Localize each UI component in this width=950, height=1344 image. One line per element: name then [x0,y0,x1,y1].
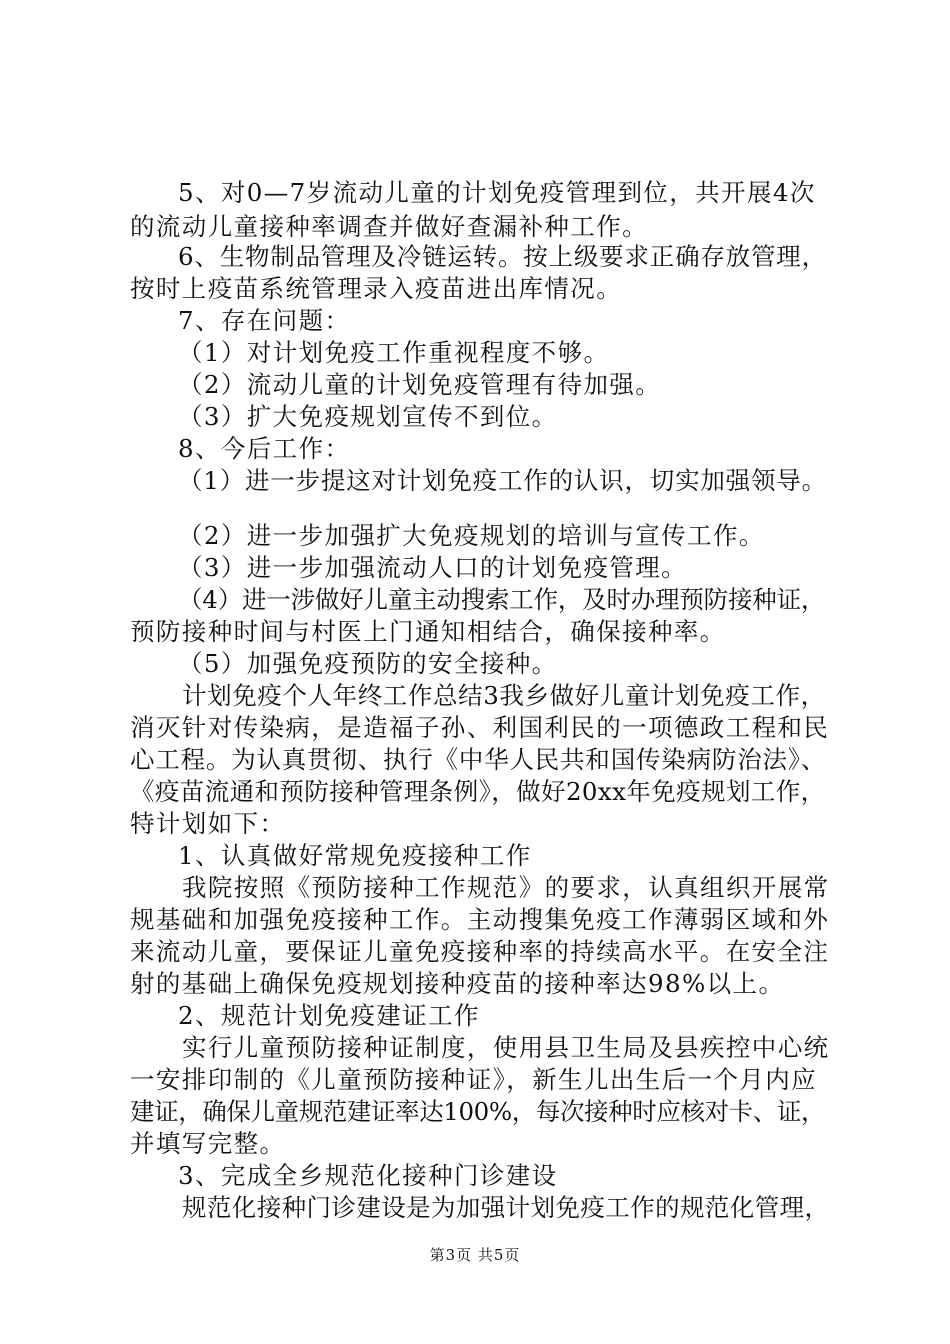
page-number: 第3页 共5页 [429,1246,521,1264]
text-line: 6、生物制品管理及冷链运转。按上级要求正确存放管理， [178,242,827,271]
text-line: 预防接种时间与村医上门通知相结合，确保接种率。 [130,617,726,646]
text-line: （3）进一步加强流动人口的计划免疫管理。 [178,553,688,582]
text-line: （2）进一步加强扩大免疫规划的培训与宣传工作。 [178,521,765,550]
text-line: 特计划如下： [130,809,286,838]
text-line: （1）对计划免疫工作重视程度不够。 [178,338,610,367]
text-line: 按时上疫苗系统管理录入疫苗进出库情况。 [130,274,623,303]
text-line: （5）加强免疫预防的安全接种。 [178,649,558,678]
text-line: 规范化接种门诊建设是为加强计划免疫工作的规范化管理， [182,1193,830,1222]
text-line: 2、规范计划免疫建证工作 [178,1001,480,1030]
text-line: 《疫苗流通和预防接种管理条例》，做好20xx年免疫规划工作， [130,777,826,806]
text-line: 1、认真做好常规免疫接种工作 [178,841,532,870]
text-line: 心工程。为认真贯彻、执行《中华人民共和国传染病防治法》、 [130,745,827,774]
text-line: 射的基础上确保免疫规划接种疫苗的接种率达98%以上。 [130,969,785,998]
text-line: 一安排印制的《儿童预防接种证》，新生儿出生后一个月内应 [130,1065,818,1094]
text-line: 5、对0—7岁流动儿童的计划免疫管理到位，共开展4次 [178,178,816,207]
text-line: 8、今后工作： [178,434,351,463]
text-line: 实行儿童预防接种证制度，使用县卫生局及县疾控中心统 [182,1033,830,1062]
text-line: 的流动儿童接种率调查并做好查漏补种工作。 [130,212,648,241]
text-line: 3、完成全乡规范化接种门诊建设 [178,1161,558,1190]
text-line: 7、存在问题： [178,306,351,335]
text-line: 规基础和加强免疫接种工作。主动搜集免疫工作薄弱区域和外 [130,905,830,934]
text-line: 消灭针对传染病，是造福子孙、利国利民的一项德政工程和民 [130,713,830,742]
text-line: 我院按照《预防接种工作规范》的要求，认真组织开展常 [182,873,830,902]
text-line: 建证，确保儿童规范建证率达100%，每次接种时应核对卡、证， [130,1097,826,1126]
text-line: （2）流动儿童的计划免疫管理有待加强。 [178,370,662,399]
text-line: 并填写完整。 [130,1129,286,1158]
text-line: （1）进一步提这对计划免疫工作的认识，切实加强领导。 [178,466,827,495]
text-line: 来流动儿童，要保证儿童免疫接种率的持续高水平。在安全注 [130,937,830,966]
text-line: 计划免疫个人年终工作总结3我乡做好儿童计划免疫工作， [182,681,826,710]
text-line: （3）扩大免疫规划宣传不到位。 [178,402,558,431]
text-line: （4）进一涉做好儿童主动搜索工作，及时办理预防接种证， [178,585,826,614]
page-footer [0,1245,950,1265]
